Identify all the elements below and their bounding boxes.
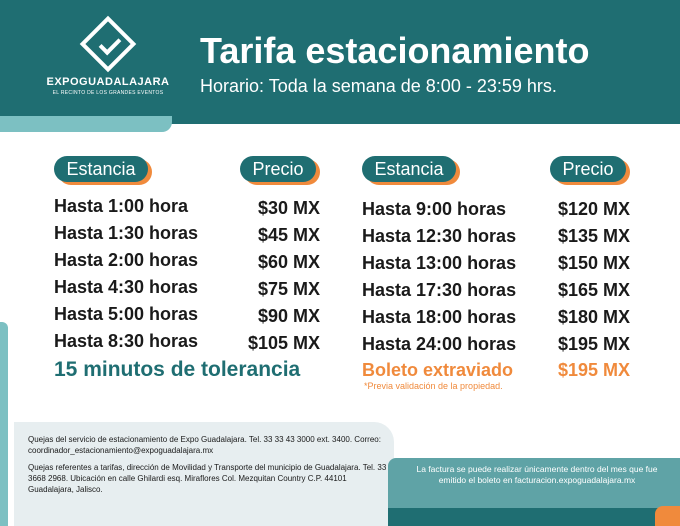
tolerance-note: 15 minutos de tolerancia	[54, 358, 301, 381]
expo-guadalajara-logo	[44, 22, 172, 102]
right-stay-header: Estancia	[362, 156, 456, 182]
complaints-panel	[14, 422, 394, 526]
logo-name: EXPOGUADALAJARA	[46, 76, 170, 88]
right-price-4: $165 MX	[557, 280, 630, 300]
right-stay-1: Hasta 9:00 horas	[362, 199, 507, 219]
header-accent-bar	[0, 116, 172, 132]
left-price-header: Precio	[240, 156, 316, 182]
left-price-6: $105 MX	[247, 333, 320, 353]
right-price-3: $150 MX	[557, 253, 630, 273]
schedule-subtitle: Horario: Toda la semana de 8:00 - 23:59 hrs.	[200, 76, 557, 96]
left-stay-1: Hasta 1:00 hora	[54, 196, 189, 216]
right-stay-5: Hasta 18:00 horas	[362, 307, 517, 327]
invoice-panel	[388, 458, 680, 508]
left-stay-header: Estancia	[54, 156, 148, 182]
lost-ticket-price: $195 MX	[557, 360, 630, 380]
bottom-strip	[388, 508, 680, 526]
left-price-3: $60 MX	[257, 252, 320, 272]
left-stay-3: Hasta 2:00 horas	[54, 250, 199, 270]
right-stay-6: Hasta 24:00 horas	[362, 334, 517, 354]
left-price-5: $90 MX	[257, 306, 320, 326]
right-stay-4: Hasta 17:30 horas	[362, 280, 517, 300]
right-stay-2: Hasta 12:30 horas	[362, 226, 517, 246]
left-accent-bar	[0, 322, 8, 526]
right-price-6: $195 MX	[557, 334, 630, 354]
right-stay-3: Hasta 13:00 horas	[362, 253, 517, 273]
lost-ticket-label: Boleto extraviado	[362, 360, 514, 380]
left-stay-4: Hasta 4:30 horas	[54, 277, 199, 297]
complaints-service-text: Quejas del servicio de estacionamiento de Expo Guadalajara. Tel. 33 33 43 3000 ext. 3400. Correo: coordinador_estacionamiento@expoguadalajara.mx	[28, 435, 381, 455]
page-title: Tarifa estacionamiento	[200, 30, 590, 71]
left-price-4: $75 MX	[257, 279, 320, 299]
left-stay-5: Hasta 5:00 horas	[54, 304, 199, 324]
complaints-tariff-text: Quejas referentes a tarifas, dirección de Movilidad y Transporte del municipio de Guadalajara. Tel. 33 3668 2968. Ubicación en calle Ghilardi esq. Miraflores Col. Mezquitan Country C.P. 44101 Guadalajara, Jalisco.	[28, 463, 387, 494]
lost-ticket-note: *Previa validación de la propiedad.	[364, 381, 503, 391]
right-price-2: $135 MX	[557, 226, 630, 246]
bottom-orange-accent	[655, 506, 680, 526]
logo-tagline: EL RECINTO DE LOS GRANDES EVENTOS	[52, 90, 164, 96]
right-price-1: $120 MX	[557, 199, 630, 219]
left-stay-2: Hasta 1:30 horas	[54, 223, 199, 243]
right-price-5: $180 MX	[557, 307, 630, 327]
left-price-1: $30 MX	[257, 198, 320, 218]
left-price-2: $45 MX	[257, 225, 320, 245]
left-stay-6: Hasta 8:30 horas	[54, 331, 199, 351]
invoice-text: La factura se puede realizar únicamente dentro del mes que fue emitido el boleto en facturacion.expoguadalajara.mx	[416, 464, 658, 485]
right-price-header: Precio	[550, 156, 626, 182]
